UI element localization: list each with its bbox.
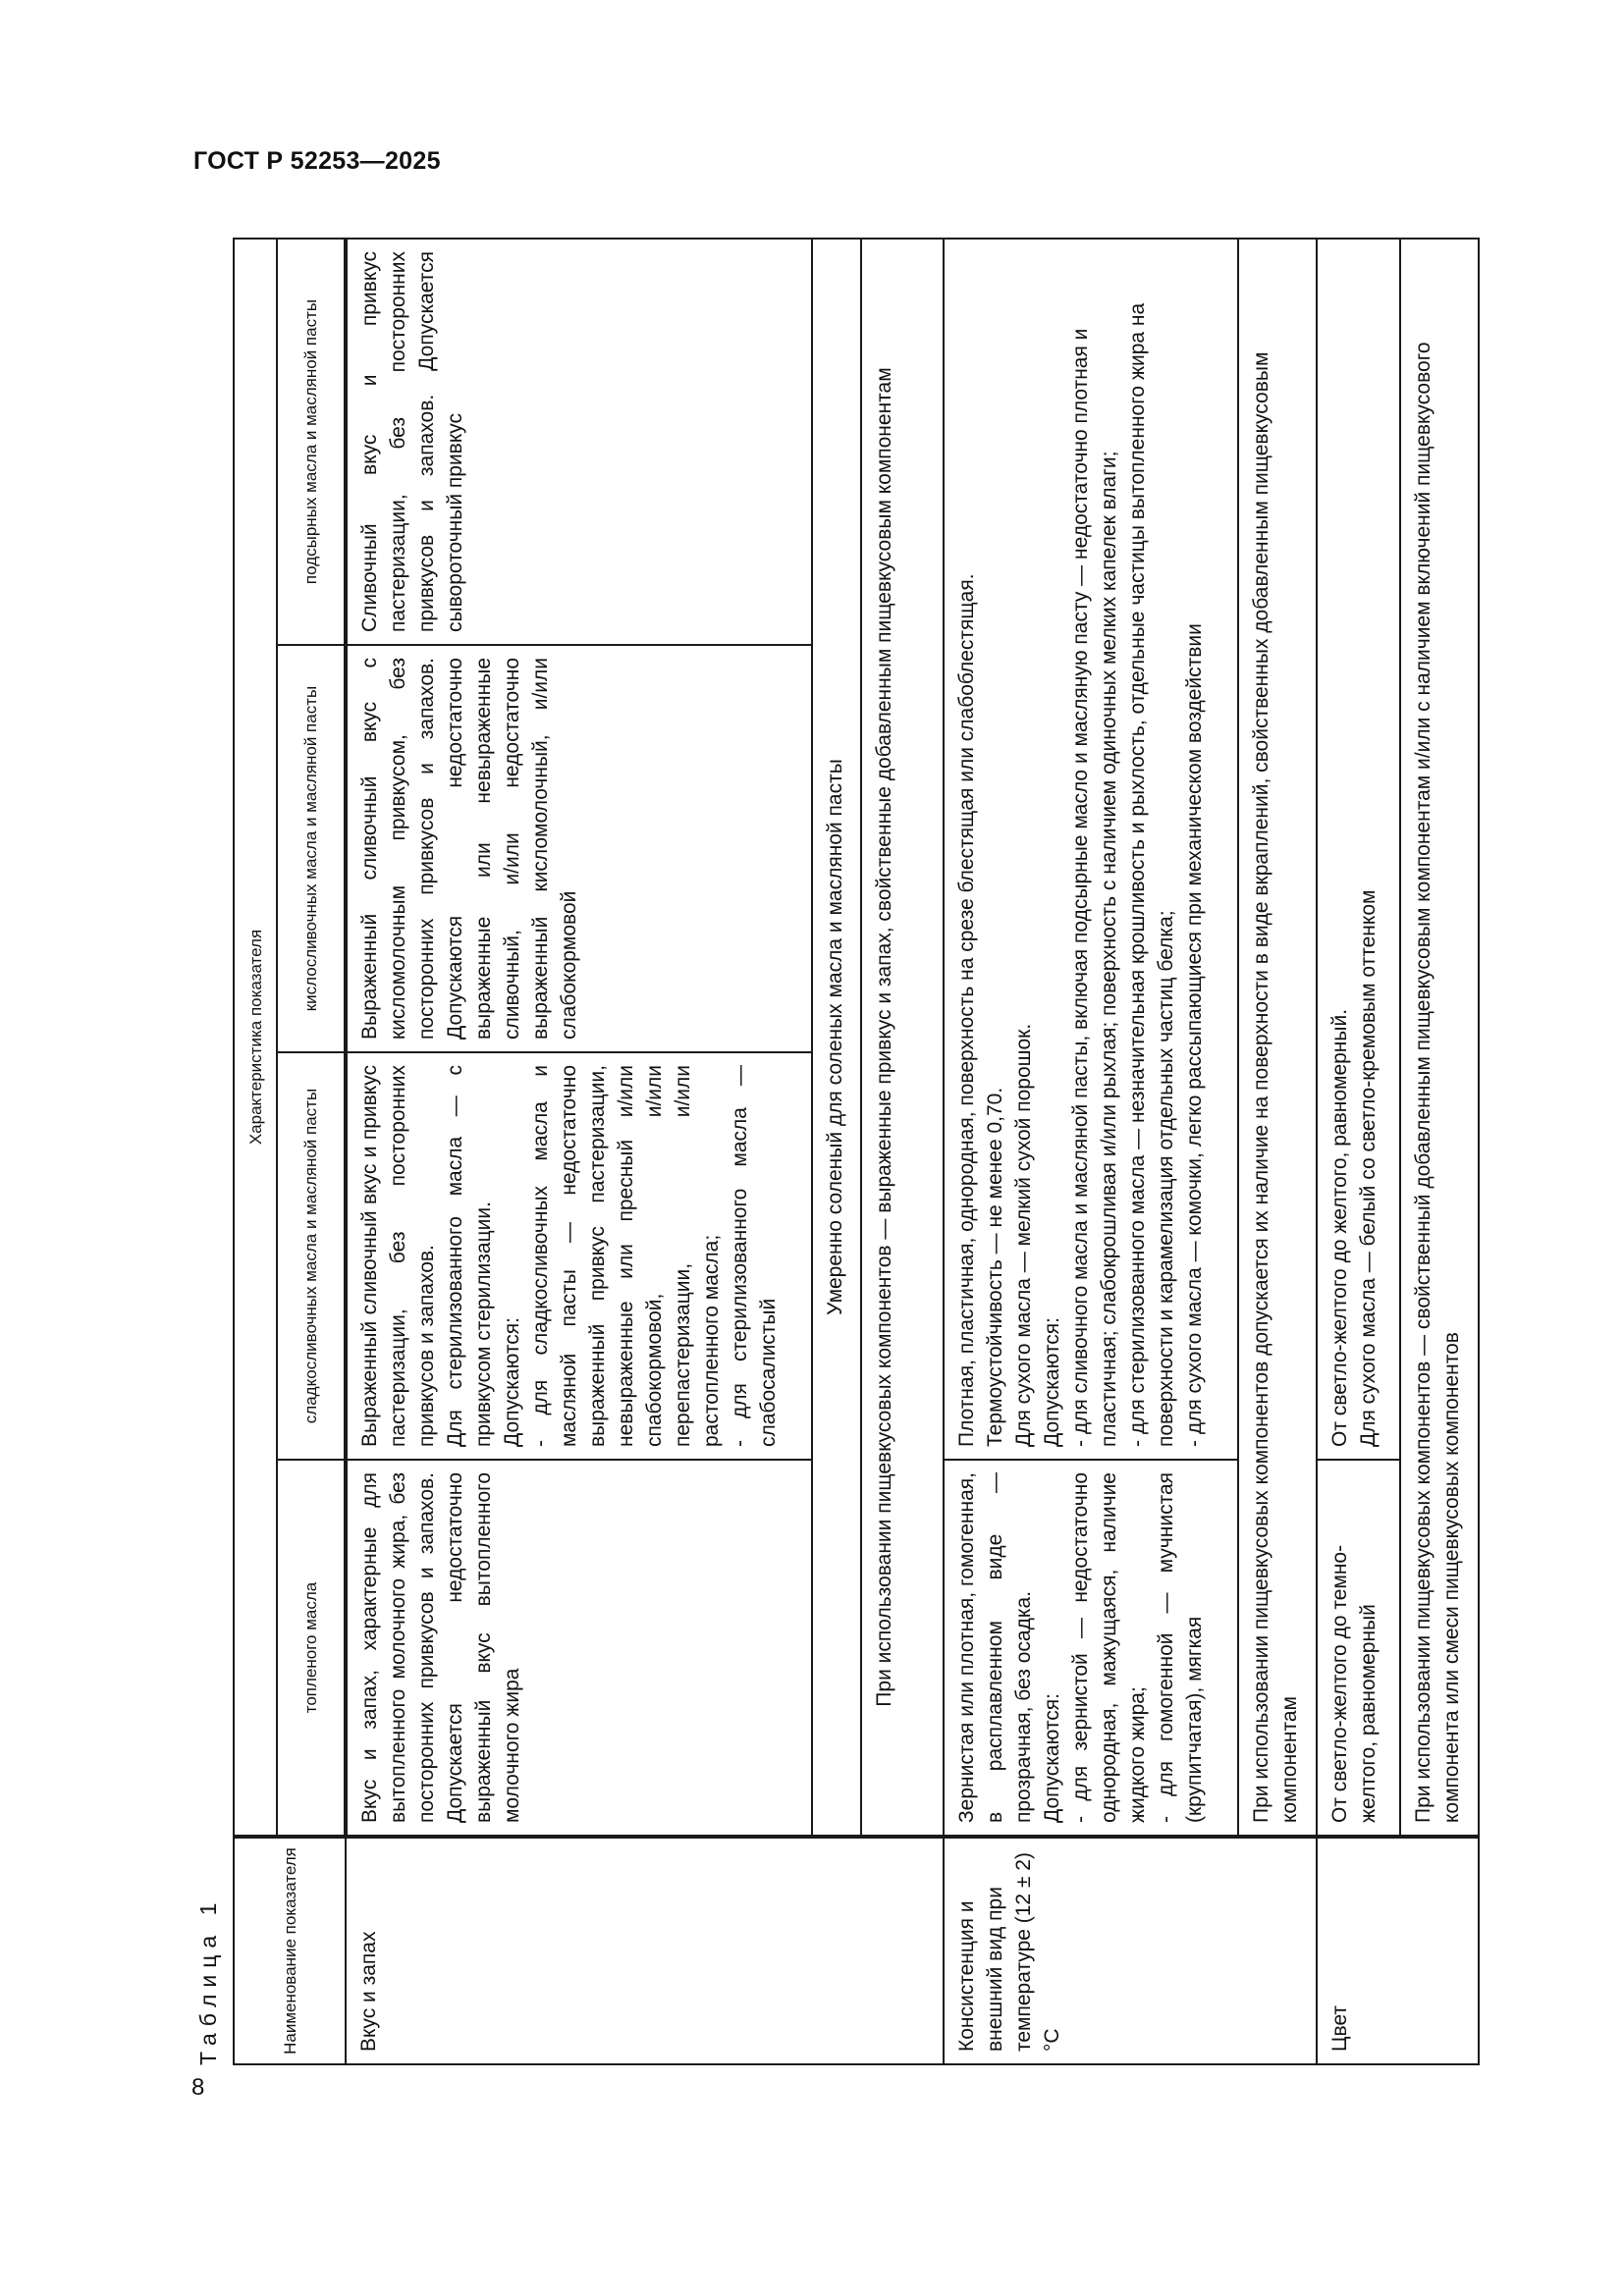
cell-taste-cheese: Сливочный вкус и привкус пастеризации, без посторонних привкусов и запахов. Допускается сывороточный привкус (346, 239, 812, 645)
standard-header: ГОСТ Р 52253—2025 (193, 147, 441, 175)
cell-color-other: От светло-желтого до желтого, равномерный. Для сухого масла — белый со светло-кремовым оттенком (1317, 239, 1400, 1460)
cell-taste-flavored: При использовании пищевкусовых компонентов — выраженные привкус и запах, свойственные добавленным пищевкусовым компонентам (861, 239, 944, 1837)
header-col-sour: кислосливочных масла и масляной пасты (277, 645, 346, 1052)
cell-color-flavored: При использовании пищевкусовых компонентов — свойственный добавленным пищевкусовым компонентам и/или с наличием включений пищевкусового компонента или смеси пищевкусовых компонентов (1400, 239, 1479, 1837)
cell-taste-sour: Выраженный сливочный вкус с кисломолочным привкусом, без посторонних привкусов и запахов. Допускаются недостаточно выраженные или невыраженные сливочный, и/или недостаточно выраженный кисломолочный, и/или слабокормовой (346, 645, 812, 1052)
rotated-table-page (195, 33, 1554, 2065)
cell-taste-ghee: Вкус и запах, характерные для вытопленного молочного жира, без посторонних привкусов и запахов. Допускается недостаточно выраженный вкус вытопленного молочного жира (346, 1460, 812, 1837)
header-col-sweet: сладкосливочных масла и масляной пасты (277, 1052, 346, 1460)
cell-consistency-other: Плотная, пластичная, однородная, поверхность на срезе блестящая или слабоблестящая. Термоустойчивость — не менее 0,70. Для сухого масла — мелкий сухой порошок. Допускаются: - для сливочного масла и масляной пасты, включая подсырные масло и масляную пасту — недостаточно плотная и пластичная; слабокрошливая и/или рыхлая; поверхность с наличием одиночных мелких капелек влаги; - для стерилизованного масла — незначительная крошливость и рыхлость, отдельные частицы вытопленного жира на поверхности и карамелизация отдельных частиц белка; - для сухого масла — комочки, легко рассыпающиеся при механическом воздействии (944, 239, 1238, 1460)
header-characteristic: Характеристика показателя (234, 239, 277, 1837)
page-number: 8 (191, 2074, 205, 2101)
header-col-cheese: подсырных масла и масляной пасты (277, 239, 346, 645)
table-caption: Таблица 1 (195, 1896, 221, 2065)
row-consistency-name: Консистенция и внешний вид при температуре (12 ± 2) °С (944, 1837, 1317, 2064)
cell-consistency-ghee: Зернистая или плотная, гомогенная, в расплавленном виде — прозрачная, без осадка. Допускаются: - для зернистой — недостаточно однородная, мажущаяся, наличие жидкого жира; - для гомогенной — мучнистая (крупитчатая), мягкая (944, 1460, 1238, 1837)
row-color-name: Цвет (1317, 1837, 1479, 2064)
cell-color-ghee: От светло-желтого до темно-желтого, равномерный (1317, 1460, 1400, 1837)
header-col-ghee: топленого масла (277, 1460, 346, 1837)
cell-taste-salted: Умеренно соленый для соленых масла и масляной пасты (812, 239, 861, 1837)
specification-table (233, 238, 1480, 2065)
cell-consistency-flavored: При использовании пищевкусовых компонентов допускается их наличие на поверхности в виде вкраплений, свойственных добавленным пищевкусовым компонентам (1238, 239, 1317, 1837)
header-indicator-name: Наименование показателя (234, 1837, 346, 2064)
cell-taste-sweet: Выраженный сливочный вкус и привкус пастеризации, без посторонних привкусов и запахов. Для стерилизованного масла — с привкусом стерилизации. Допускаются: - для сладкосливочных масла и масляной пасты — недостаточно выраженный привкус пастеризации, невыраженные или пресный и/или спабокормовой, и/или перепастеризации, и/или растопленного масла; - для стерилизованного масла — слабосалистый (346, 1052, 812, 1460)
row-taste-name: Вкус и запах (346, 1837, 944, 2064)
